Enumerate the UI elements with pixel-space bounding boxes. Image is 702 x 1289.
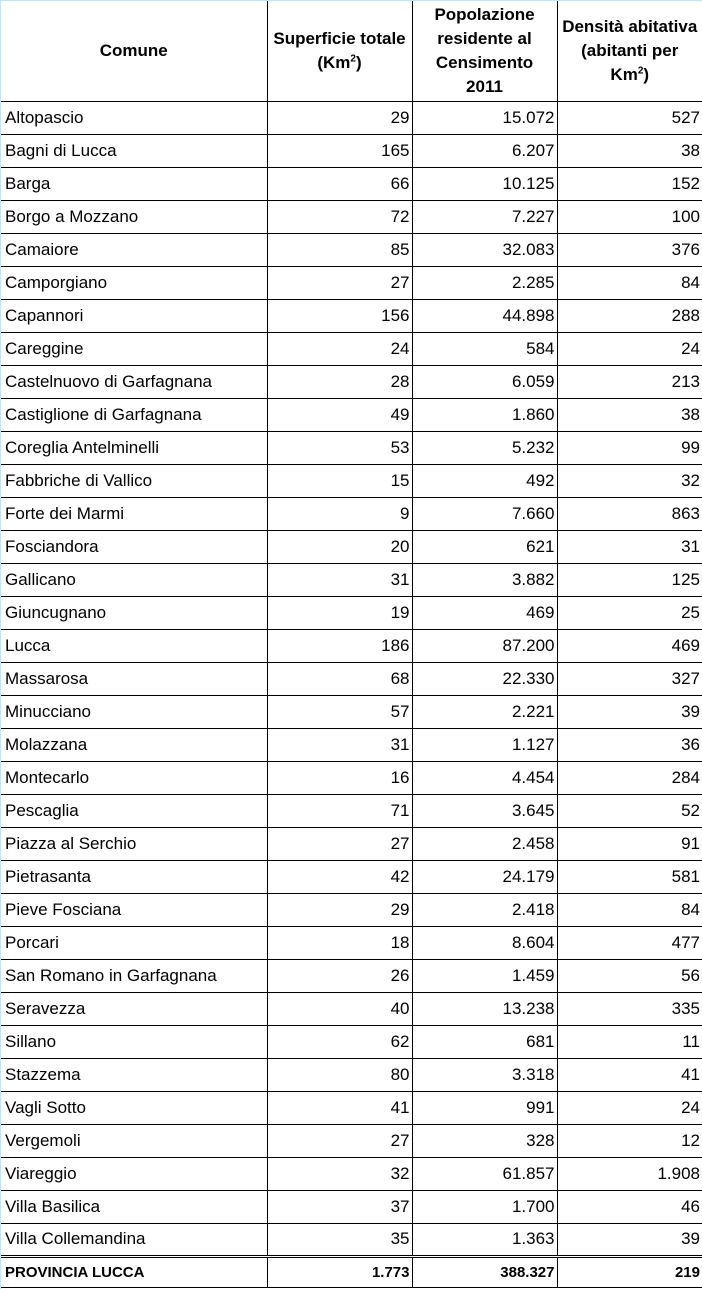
cell-popolazione: 6.207 — [412, 134, 557, 167]
cell-popolazione: 1.127 — [412, 728, 557, 761]
cell-densita: 527 — [557, 101, 702, 134]
cell-superficie: 32 — [267, 1157, 412, 1190]
cell-superficie: 62 — [267, 1025, 412, 1058]
cell-superficie: 35 — [267, 1223, 412, 1256]
cell-superficie: 15 — [267, 464, 412, 497]
header-densita-sup: 2 — [637, 65, 644, 77]
cell-densita: 213 — [557, 365, 702, 398]
table-row — [1, 1190, 702, 1223]
cell-densita: 1.908 — [557, 1157, 702, 1190]
cell-comune: Seravezza — [1, 992, 267, 1025]
table-row — [1, 860, 702, 893]
cell-popolazione: 492 — [412, 464, 557, 497]
cell-densita: 25 — [557, 596, 702, 629]
cell-densita: 863 — [557, 497, 702, 530]
table-row — [1, 926, 702, 959]
cell-popolazione: 3.318 — [412, 1058, 557, 1091]
cell-superficie: 27 — [267, 827, 412, 860]
cell-superficie: 37 — [267, 1190, 412, 1223]
cell-superficie: 66 — [267, 167, 412, 200]
table-row — [1, 167, 702, 200]
table-row — [1, 134, 702, 167]
header-superficie — [267, 1, 412, 101]
cell-densita: 327 — [557, 662, 702, 695]
table-row — [1, 1025, 702, 1058]
table-row — [1, 266, 702, 299]
cell-densita: 11 — [557, 1025, 702, 1058]
cell-densita: 125 — [557, 563, 702, 596]
cell-superficie: 71 — [267, 794, 412, 827]
cell-popolazione: 4.454 — [412, 761, 557, 794]
cell-popolazione: 2.418 — [412, 893, 557, 926]
cell-comune: Capannori — [1, 299, 267, 332]
cell-densita: 84 — [557, 893, 702, 926]
header-superficie-end: ) — [355, 52, 362, 72]
cell-popolazione: 1.459 — [412, 959, 557, 992]
cell-comune: Fosciandora — [1, 530, 267, 563]
cell-superficie: 156 — [267, 299, 412, 332]
cell-superficie: 29 — [267, 893, 412, 926]
cell-densita: 469 — [557, 629, 702, 662]
cell-popolazione: 2.285 — [412, 266, 557, 299]
cell-comune: Massarosa — [1, 662, 267, 695]
cell-superficie: 20 — [267, 530, 412, 563]
cell-popolazione: 13.238 — [412, 992, 557, 1025]
cell-densita: 39 — [557, 695, 702, 728]
cell-densita: 99 — [557, 431, 702, 464]
cell-superficie: 40 — [267, 992, 412, 1025]
table-row — [1, 497, 702, 530]
header-superficie-label: Superficie totale (Km — [273, 28, 406, 72]
table-row — [1, 1157, 702, 1190]
cell-comune: Camporgiano — [1, 266, 267, 299]
cell-superficie: 31 — [267, 728, 412, 761]
cell-popolazione: 7.660 — [412, 497, 557, 530]
cell-densita: 24 — [557, 1091, 702, 1124]
table-row — [1, 695, 702, 728]
table-row — [1, 728, 702, 761]
comuni-table — [1, 1, 702, 1288]
table-row — [1, 596, 702, 629]
table-row — [1, 299, 702, 332]
cell-comune: Careggine — [1, 332, 267, 365]
total-densita: 219 — [557, 1256, 702, 1287]
cell-comune: Pieve Fosciana — [1, 893, 267, 926]
cell-comune: Altopascio — [1, 101, 267, 134]
cell-densita: 100 — [557, 200, 702, 233]
cell-comune: Giuncugnano — [1, 596, 267, 629]
total-comune: PROVINCIA LUCCA — [1, 1256, 267, 1287]
cell-densita: 376 — [557, 233, 702, 266]
cell-comune: Fabbriche di Vallico — [1, 464, 267, 497]
table-row — [1, 233, 702, 266]
cell-comune: Castelnuovo di Garfagnana — [1, 365, 267, 398]
cell-comune: Stazzema — [1, 1058, 267, 1091]
cell-superficie: 26 — [267, 959, 412, 992]
table-row — [1, 1058, 702, 1091]
cell-superficie: 57 — [267, 695, 412, 728]
cell-comune: Coreglia Antelminelli — [1, 431, 267, 464]
table-row — [1, 200, 702, 233]
table-row — [1, 761, 702, 794]
cell-superficie: 80 — [267, 1058, 412, 1091]
total-superficie: 1.773 — [267, 1256, 412, 1287]
cell-densita: 24 — [557, 332, 702, 365]
table-row — [1, 959, 702, 992]
cell-popolazione: 32.083 — [412, 233, 557, 266]
cell-densita: 84 — [557, 266, 702, 299]
cell-comune: Pescaglia — [1, 794, 267, 827]
cell-comune: Vergemoli — [1, 1124, 267, 1157]
table-row — [1, 992, 702, 1025]
cell-superficie: 27 — [267, 266, 412, 299]
table-row — [1, 827, 702, 860]
cell-popolazione: 2.458 — [412, 827, 557, 860]
cell-densita: 284 — [557, 761, 702, 794]
table-row — [1, 1124, 702, 1157]
cell-densita: 152 — [557, 167, 702, 200]
cell-comune: Vagli Sotto — [1, 1091, 267, 1124]
cell-superficie: 18 — [267, 926, 412, 959]
cell-densita: 288 — [557, 299, 702, 332]
cell-densita: 12 — [557, 1124, 702, 1157]
cell-popolazione: 1.363 — [412, 1223, 557, 1256]
cell-popolazione: 10.125 — [412, 167, 557, 200]
table-row — [1, 1091, 702, 1124]
cell-densita: 36 — [557, 728, 702, 761]
table-row — [1, 893, 702, 926]
cell-comune: Castiglione di Garfagnana — [1, 398, 267, 431]
cell-superficie: 27 — [267, 1124, 412, 1157]
total-row — [1, 1256, 702, 1287]
table-row — [1, 629, 702, 662]
cell-comune: Pietrasanta — [1, 860, 267, 893]
cell-comune: Sillano — [1, 1025, 267, 1058]
table-row — [1, 398, 702, 431]
cell-comune: Minucciano — [1, 695, 267, 728]
cell-superficie: 72 — [267, 200, 412, 233]
cell-superficie: 19 — [267, 596, 412, 629]
cell-comune: Gallicano — [1, 563, 267, 596]
cell-superficie: 186 — [267, 629, 412, 662]
cell-comune: Villa Basilica — [1, 1190, 267, 1223]
cell-densita: 46 — [557, 1190, 702, 1223]
cell-popolazione: 3.882 — [412, 563, 557, 596]
header-popolazione-label: Popolazione residente al Censimento 2011 — [434, 4, 535, 96]
cell-popolazione: 22.330 — [412, 662, 557, 695]
header-densita-end: ) — [643, 64, 650, 84]
cell-popolazione: 1.860 — [412, 398, 557, 431]
cell-densita: 52 — [557, 794, 702, 827]
table-row — [1, 662, 702, 695]
cell-densita: 56 — [557, 959, 702, 992]
cell-popolazione: 8.604 — [412, 926, 557, 959]
cell-popolazione: 15.072 — [412, 101, 557, 134]
cell-comune: Bagni di Lucca — [1, 134, 267, 167]
cell-popolazione: 1.700 — [412, 1190, 557, 1223]
cell-popolazione: 5.232 — [412, 431, 557, 464]
cell-popolazione: 469 — [412, 596, 557, 629]
table-row — [1, 101, 702, 134]
cell-superficie: 41 — [267, 1091, 412, 1124]
cell-superficie: 31 — [267, 563, 412, 596]
cell-popolazione: 328 — [412, 1124, 557, 1157]
cell-popolazione: 24.179 — [412, 860, 557, 893]
cell-densita: 335 — [557, 992, 702, 1025]
cell-popolazione: 87.200 — [412, 629, 557, 662]
table-row — [1, 464, 702, 497]
cell-superficie: 53 — [267, 431, 412, 464]
total-popolazione: 388.327 — [412, 1256, 557, 1287]
cell-densita: 477 — [557, 926, 702, 959]
cell-popolazione: 44.898 — [412, 299, 557, 332]
table-row — [1, 431, 702, 464]
cell-comune: Molazzana — [1, 728, 267, 761]
cell-popolazione: 61.857 — [412, 1157, 557, 1190]
header-row — [1, 1, 702, 101]
table-row — [1, 794, 702, 827]
cell-superficie: 9 — [267, 497, 412, 530]
cell-densita: 38 — [557, 398, 702, 431]
table-row — [1, 332, 702, 365]
cell-comune: Forte dei Marmi — [1, 497, 267, 530]
table-row — [1, 530, 702, 563]
cell-densita: 41 — [557, 1058, 702, 1091]
cell-superficie: 24 — [267, 332, 412, 365]
cell-comune: Porcari — [1, 926, 267, 959]
cell-popolazione: 681 — [412, 1025, 557, 1058]
cell-superficie: 29 — [267, 101, 412, 134]
cell-comune: Barga — [1, 167, 267, 200]
header-densita — [557, 1, 702, 101]
cell-comune: Camaiore — [1, 233, 267, 266]
cell-densita: 38 — [557, 134, 702, 167]
table-row — [1, 563, 702, 596]
cell-densita: 32 — [557, 464, 702, 497]
cell-comune: Piazza al Serchio — [1, 827, 267, 860]
cell-superficie: 49 — [267, 398, 412, 431]
cell-superficie: 68 — [267, 662, 412, 695]
cell-popolazione: 6.059 — [412, 365, 557, 398]
cell-comune: Villa Collemandina — [1, 1223, 267, 1256]
cell-comune: Lucca — [1, 629, 267, 662]
cell-comune: San Romano in Garfagnana — [1, 959, 267, 992]
cell-densita: 39 — [557, 1223, 702, 1256]
cell-popolazione: 7.227 — [412, 200, 557, 233]
cell-popolazione: 621 — [412, 530, 557, 563]
header-superficie-sup: 2 — [350, 53, 356, 65]
cell-superficie: 16 — [267, 761, 412, 794]
cell-comune: Borgo a Mozzano — [1, 200, 267, 233]
header-comune — [1, 1, 267, 101]
cell-superficie: 28 — [267, 365, 412, 398]
table-row — [1, 1223, 702, 1256]
table-row — [1, 365, 702, 398]
cell-popolazione: 2.221 — [412, 695, 557, 728]
header-densita-label: Densità abitativa (abitanti per Km — [562, 16, 698, 84]
cell-densita: 31 — [557, 530, 702, 563]
cell-superficie: 165 — [267, 134, 412, 167]
cell-comune: Viareggio — [1, 1157, 267, 1190]
cell-popolazione: 584 — [412, 332, 557, 365]
cell-densita: 581 — [557, 860, 702, 893]
cell-superficie: 42 — [267, 860, 412, 893]
cell-superficie: 85 — [267, 233, 412, 266]
header-popolazione — [412, 1, 557, 101]
cell-comune: Montecarlo — [1, 761, 267, 794]
cell-popolazione: 991 — [412, 1091, 557, 1124]
cell-densita: 91 — [557, 827, 702, 860]
header-comune-label: Comune — [99, 40, 168, 60]
cell-popolazione: 3.645 — [412, 794, 557, 827]
